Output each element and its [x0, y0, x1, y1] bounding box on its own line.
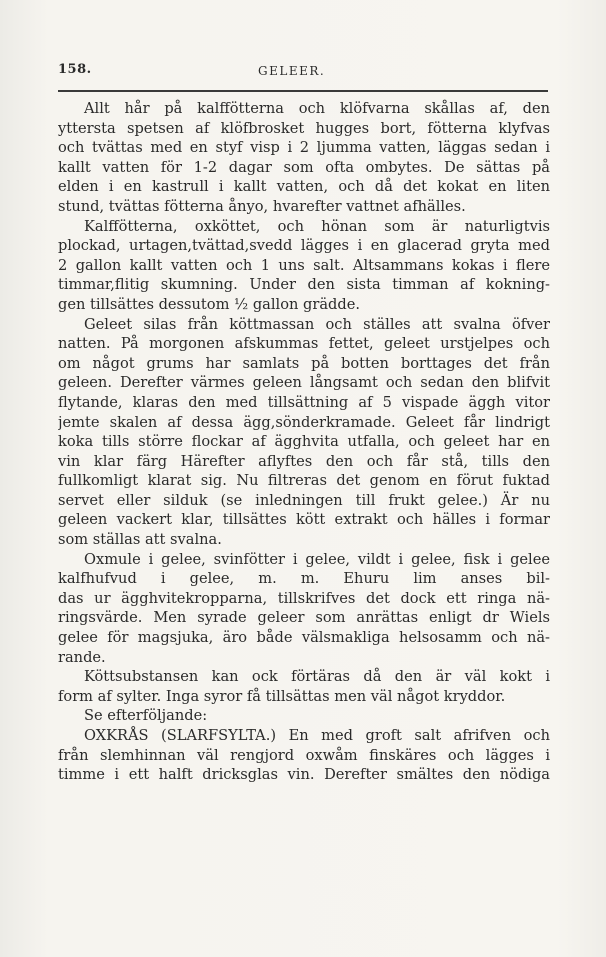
- text-line: från slemhinnan väl rengjord oxwåm finskäres och lägges i: [58, 746, 550, 764]
- text-line: elden i en kastrull i kallt vatten, och då det kokat en liten: [58, 178, 550, 196]
- text-line: Oxmule i gelee, svinfötter i gelee, vildt i gelee, fisk i gelee: [84, 550, 550, 568]
- text-line: geleen. Derefter värmes geleen långsamt och sedan den blifvit: [58, 374, 550, 392]
- text-line: jemte skalen af dessa ägg,sönderkramade. Geleet får lindrigt: [58, 413, 550, 431]
- text-line: servet eller silduk (se inledningen till frukt gelee.) Är nu: [58, 491, 550, 509]
- text-line: OXKRÅS (SLARFSYLTA.) En med groft salt afrifven och: [84, 727, 550, 744]
- text-line: plockad, urtagen,tvättad,svedd lägges i en glacerad gryta med: [58, 237, 550, 255]
- page-header: [58, 62, 548, 82]
- text-line: koka tills större flockar af ägghvita utfalla, och geleet har en: [58, 433, 550, 451]
- text-line: vin klar färg Härefter aflyftes den och får stå, tills den: [58, 452, 550, 470]
- text-line: yttersta spetsen af klöfbrosket hugges bort, fötterna klyfvas: [58, 119, 550, 137]
- text-line: rande.: [58, 648, 106, 666]
- text-line: das ur ägghvitekropparna, tillskrifves det dock ett ringa nä-: [58, 589, 550, 607]
- text-line: 2 gallon kallt vatten och 1 uns salt. Altsammans kokas i flere: [58, 256, 550, 274]
- text-line: natten. På morgonen afskummas fettet, geleet urstjelpes och: [58, 335, 550, 353]
- page-number: 158.: [58, 62, 92, 77]
- text-line: och tvättas med en styf visp i 2 ljumma vatten, läggas sedan i: [58, 139, 550, 157]
- text-line: Allt hår på kalffötterna och klöfvarna skållas af, den: [84, 100, 550, 117]
- text-line: Kalffötterna, oxköttet, och hönan som är naturligtvis: [84, 217, 550, 235]
- text-line: gelee för magsjuka, äro både välsmakliga helsosamm och nä-: [58, 629, 550, 647]
- text-line: fullkomligt klarat sig. Nu filtreras det genom en förut fuktad: [58, 472, 550, 490]
- header-rule: [58, 90, 548, 92]
- text-line: Köttsubstansen kan ock förtäras då den är väl kokt i: [84, 668, 550, 686]
- text-line: som ställas att svalna.: [58, 531, 222, 549]
- text-line: form af sylter. Inga syror få tillsättas men väl något kryddor.: [58, 687, 506, 705]
- text-line: kalfhufvud i gelee, m. m. Ehuru lim anses bil-: [58, 570, 550, 588]
- body-text: [58, 99, 550, 785]
- text-line: stund, tvättas fötterna ånyo, hvarefter vattnet afhälles.: [58, 197, 466, 215]
- running-head: GELEER.: [258, 64, 326, 78]
- text-line: timme i ett halft dricksglas vin. Derefter smältes den nödiga: [58, 766, 550, 784]
- text-line: om något grums har samlats på botten borttages det från: [58, 354, 550, 372]
- text-line: geleen vackert klar, tillsättes kött extrakt och hälles i formar: [58, 511, 550, 529]
- text-line: gen tillsättes dessutom ½ gallon grädde.: [58, 295, 361, 313]
- text-line: timmar,flitig skumning. Under den sista timman af kokning-: [58, 276, 550, 294]
- text-line: kallt vatten för 1-2 dagar som ofta ombytes. De sättas på: [58, 158, 550, 176]
- text-line: flytande, klaras den med tillsättning af 5 vispade äggh vitor: [58, 393, 550, 411]
- text-line: ringsvärde. Men syrade geleer som anrättas enligt dr Wiels: [58, 609, 550, 627]
- text-line: Geleet silas från köttmassan och ställes att svalna öfver: [84, 315, 550, 333]
- text-line: Se efterföljande:: [84, 707, 208, 725]
